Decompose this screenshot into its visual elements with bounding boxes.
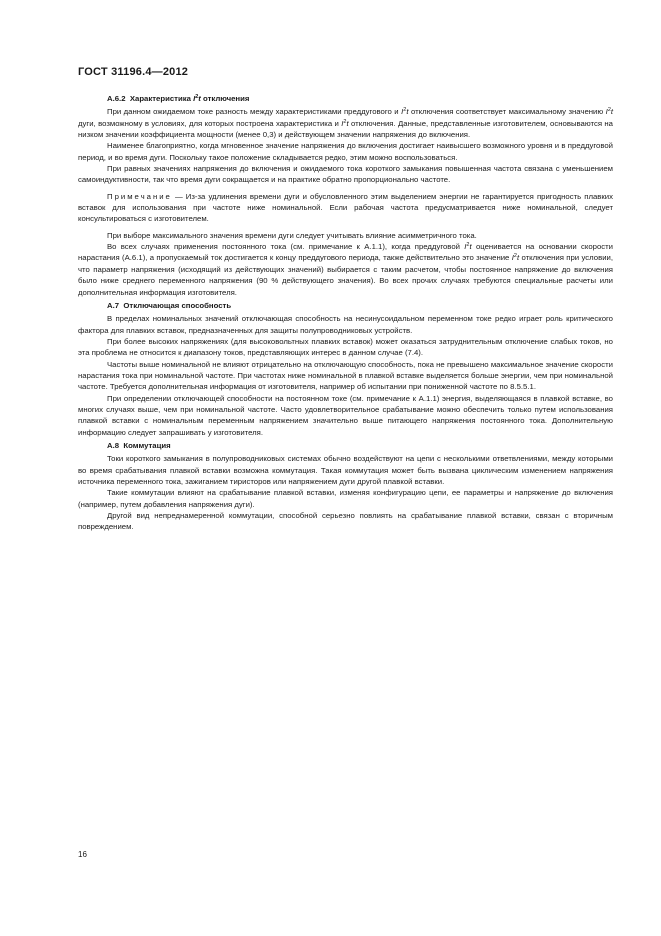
formula-t: t bbox=[516, 253, 520, 263]
text-run: отключения при условии, что параметр напряжения (исходящий из действующих значений) выбирается с таким расчетом, чтобы постоянное напряжение до включения было ниже среднего переменного напряжения (90 % действующего значения). Во всех прочих случаях требуются специальные расчеты или дополнительная информация изготовителя. bbox=[78, 253, 614, 297]
formula-i: I bbox=[511, 253, 514, 263]
paragraph: Частоты выше номинальной не влияют отрицательно на отключающую способность, пока не превышено максимальное значение скорости нарастания тока при номинальной частоте. При частотах ниже номинальной в плавкой вставке выделяется больше энергии, чем при номинальной частоте. Требуется дополнительная информация от изготовителя, например об испытании при пониженной частоте по 8.5.5.1. bbox=[78, 359, 613, 392]
note-label: Примечание bbox=[107, 191, 172, 201]
formula-sup: 2 bbox=[403, 107, 407, 114]
section-heading-a8 bbox=[78, 440, 613, 451]
section-heading-a7 bbox=[78, 300, 613, 311]
text-run: дуги, возможному в условиях, для которых построена характеристика и bbox=[78, 118, 339, 128]
section-number: А.6.2 bbox=[107, 94, 126, 103]
formula-t: t bbox=[406, 107, 409, 117]
formula-i: I bbox=[401, 107, 404, 117]
section-number: А.8 bbox=[107, 440, 120, 450]
paragraph: При более высоких напряжениях (для высоковольтных плавких вставок) может оказаться затруднительным отключение слабых токов, но эта проблема не относится к диапазону токов, представляющих интерес в данном случае (7.4). bbox=[78, 336, 613, 358]
formula-i: I bbox=[341, 118, 344, 128]
note-paragraph bbox=[78, 191, 613, 225]
text-run: отключения соответствует максимальному значению bbox=[410, 107, 604, 117]
section-heading-a62 bbox=[78, 93, 613, 104]
paragraph: Другой вид непреднамеренной коммутации, способной серьезно повлиять на срабатывание плавкой вставки, связан с вторичным повреждением. bbox=[78, 511, 613, 532]
paragraph: При определении отключающей способности на постоянном токе (см. примечание к А.1.1) энергия, выделяющаяся в плавкой вставке, во многих случаях выше, чем при номинальной частоте. Часто удовлетворительное срабатывание можно обеспечить только путем использования плавкой вставки с номинальным переменным напряжением значительно выше питающего напряжения постоянного тока. Дополнительную информацию следует запрашивать у изготовителя. bbox=[78, 393, 613, 437]
text-run: оценивается на основании скорости нарастания (А.6.1), а пропускаемый ток достигается к концу преддугового периода, также действительно это значение bbox=[78, 242, 614, 263]
formula-sup: 2 bbox=[343, 118, 347, 125]
text-run: При данном ожидаемом токе разность между характеристиками преддугового и bbox=[107, 107, 399, 117]
section-title: Отключающая способность bbox=[123, 300, 232, 310]
formula-sup: 2 bbox=[466, 242, 470, 249]
paragraph: В пределах номинальных значений отключающая способность на несинусоидальном переменном токе редко играет роль критического фактора для плавких вставок, предназначенных для защиты полупроводниковых устройств. bbox=[78, 314, 613, 335]
note-text: — Из-за удлинения времени дуги и обусловленного этим выделением энергии не гарантируется пригодность плавких вставок для использования при частоте ниже номинальной. Если рабочая частота предусматривается ниже номинальной, следует консультироваться с изготовителем. bbox=[78, 191, 613, 224]
section-title-part: отключения bbox=[203, 94, 250, 103]
document-header: ГОСТ 31196.4—2012 bbox=[78, 66, 189, 78]
paragraph: Наименее благоприятно, когда мгновенное значение напряжения до включения достигает наивысшего возможного уровня и в преддуговой период, и во время дуги. Поскольку такое положение складывается редко, этим можно воспользоваться. bbox=[78, 141, 613, 162]
text-run: отключения. Данные, представленные изготовителем, основываются на низком значении коэффициента мощности (менее 0,3) и действующем значении напряжения до включения. bbox=[78, 118, 613, 140]
formula-sup: 2 bbox=[195, 94, 199, 100]
formula-i: I bbox=[464, 242, 467, 252]
page-number: 16 bbox=[78, 850, 87, 859]
text-run: Во всех случаях применения постоянного тока (см. примечание к А.1.1), когда преддуговой bbox=[107, 242, 460, 252]
paragraph: Токи короткого замыкания в полупроводниковых системах обычно воздействуют на цепи с несколькими ответвлениями, между которыми во время срабатывания плавкой вставки возможна коммутация. Такая коммутация может быть вызвана циклическим изменением напряжения источника переменного тока, зажиганием тиристоров или напряжением дуги другой плавкой вставки. bbox=[78, 454, 613, 486]
formula-sup: 2 bbox=[607, 107, 611, 114]
paragraph bbox=[78, 106, 613, 140]
formula-t: t bbox=[610, 107, 614, 117]
formula-sup: 2 bbox=[513, 253, 517, 260]
section-title: Коммутация bbox=[123, 440, 171, 450]
formula-t: t bbox=[198, 94, 201, 103]
paragraph bbox=[78, 241, 613, 298]
formula-t: t bbox=[469, 242, 472, 252]
document-body bbox=[78, 93, 613, 533]
formula-i: I bbox=[193, 94, 196, 103]
section-number: А.7 bbox=[107, 300, 120, 310]
formula-t: t bbox=[346, 118, 349, 128]
section-title-part: Характеристика bbox=[129, 94, 191, 103]
paragraph: Такие коммутации влияют на срабатывание плавкой вставки, изменяя конфигурацию цепи, ее параметры и напряжение до включения (например, путем добавления напряжения дуги). bbox=[78, 488, 613, 509]
formula-i: I bbox=[605, 107, 608, 117]
paragraph: При равных значениях напряжения до включения и ожидаемого тока короткого замыкания повышенная частота связана с уменьшением самоиндуктивности, так что время дуги сокращается и на практике обратно пропорционально частоте. bbox=[78, 164, 613, 185]
paragraph: При выборе максимального значения времени дуги следует учитывать влияние асимметричного тока. bbox=[107, 230, 477, 240]
